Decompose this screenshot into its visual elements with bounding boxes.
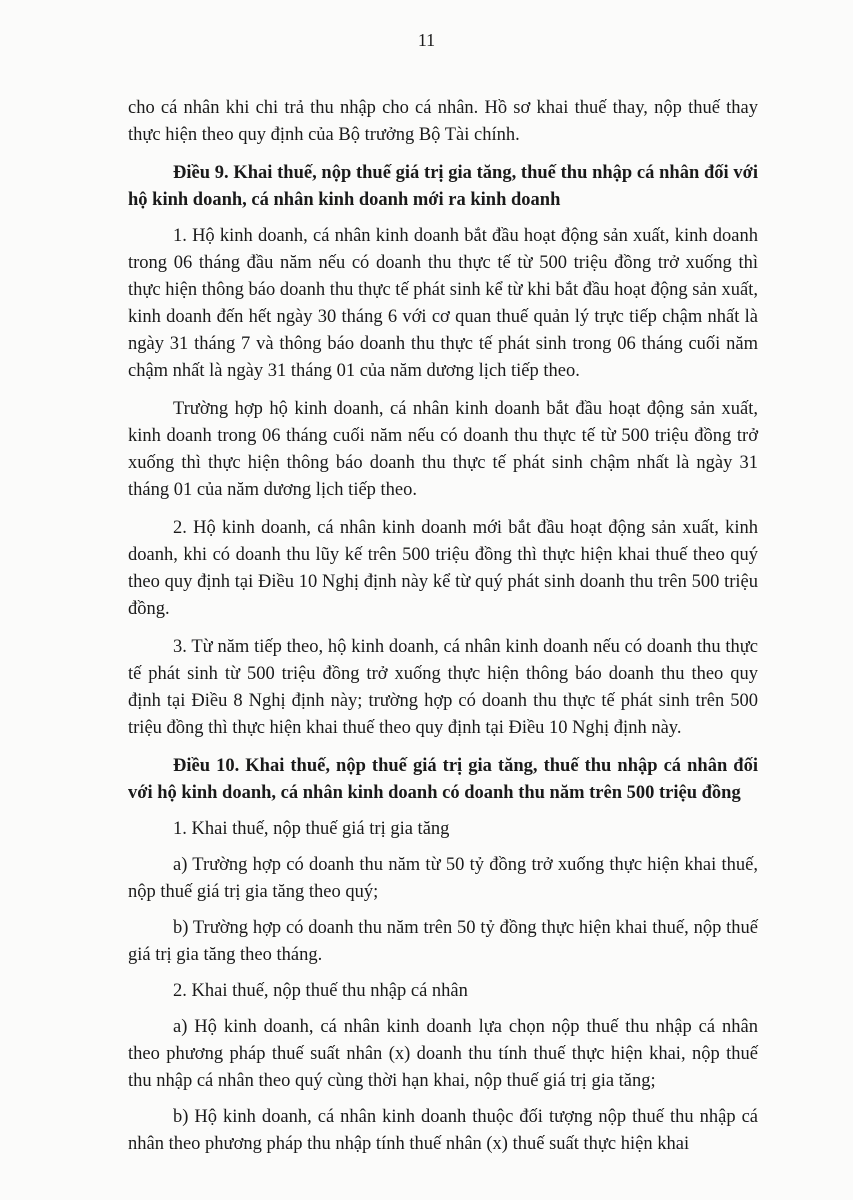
article-9-clause-1: 1. Hộ kinh doanh, cá nhân kinh doanh bắt đầu hoạt động sản xuất, kinh doanh trong 06 tháng đầu năm nếu có doanh thu thực tế từ 500 triệu đồng trở xuống thì thực hiện thông báo doanh thu thực tế phát sinh kể từ khi bắt đầu hoạt động sản xuất, kinh doanh đến hết ngày 30 tháng 6 với cơ quan thuế quản lý trực tiếp chậm nhất là ngày 31 tháng 7 và thông báo doanh thu thực tế phát sinh trong 06 tháng cuối năm chậm nhất là ngày 31 tháng 01 của năm dương lịch tiếp theo. (128, 226, 758, 381)
article-9-clause-1-case: Trường hợp hộ kinh doanh, cá nhân kinh doanh bắt đầu hoạt động sản xuất, kinh doanh trong 06 tháng cuối năm nếu có doanh thu thực tế từ 500 triệu đồng trở xuống thì thực hiện thông báo doanh thu thực tế phát sinh chậm nhất là ngày 31 tháng 01 của năm dương lịch tiếp theo. (128, 399, 758, 500)
page-number: 11 (417, 30, 436, 50)
article-10-heading: Điều 10. Khai thuế, nộp thuế giá trị gia tăng, thuế thu nhập cá nhân đối với hộ kinh doanh, cá nhân kinh doanh có doanh thu năm trên 500 triệu đồng (128, 756, 758, 803)
article-10-clause-1: 1. Khai thuế, nộp thuế giá trị gia tăng (173, 819, 450, 839)
article-9-heading: Điều 9. Khai thuế, nộp thuế giá trị gia tăng, thuế thu nhập cá nhân đối với hộ kinh doanh, cá nhân kinh doanh mới ra kinh doanh (128, 163, 758, 210)
article-10-clause-2a: a) Hộ kinh doanh, cá nhân kinh doanh lựa chọn nộp thuế thu nhập cá nhân theo phương pháp thuế suất nhân (x) doanh thu tính thuế thực hiện khai, nộp thuế thu nhập cá nhân theo quý cùng thời hạn khai, nộp thuế giá trị gia tăng; (128, 1017, 758, 1091)
article-10-clause-2: 2. Khai thuế, nộp thuế thu nhập cá nhân (173, 981, 468, 1001)
article-9-clause-3: 3. Từ năm tiếp theo, hộ kinh doanh, cá nhân kinh doanh nếu có doanh thu thực tế phát sinh từ 500 triệu đồng trở xuống thực hiện thông báo doanh thu theo quy định tại Điều 8 Nghị định này; trường hợp có doanh thu thực tế phát sinh trên 500 triệu đồng thì thực hiện khai thuế theo quy định tại Điều 10 Nghị định này. (128, 637, 758, 738)
article-10-clause-1a: a) Trường hợp có doanh thu năm từ 50 tỷ đồng trở xuống thực hiện khai thuế, nộp thuế giá trị gia tăng theo quý; (128, 855, 758, 902)
paragraph-continuation: cho cá nhân khi chi trả thu nhập cho cá nhân. Hồ sơ khai thuế thay, nộp thuế thay thực hiện theo quy định của Bộ trưởng Bộ Tài chính. (128, 98, 758, 145)
article-9-clause-2: 2. Hộ kinh doanh, cá nhân kinh doanh mới bắt đầu hoạt động sản xuất, kinh doanh, khi có doanh thu lũy kế trên 500 triệu đồng thì thực hiện khai thuế theo quý theo quy định tại Điều 10 Nghị định này kể từ quý phát sinh doanh thu trên 500 triệu đồng. (128, 518, 758, 619)
article-10-clause-2b: b) Hộ kinh doanh, cá nhân kinh doanh thuộc đối tượng nộp thuế thu nhập cá nhân theo phương pháp thu nhập tính thuế nhân (x) thuế suất thực hiện khai (128, 1107, 758, 1154)
document-body (128, 95, 758, 1166)
article-10-clause-1b: b) Trường hợp có doanh thu năm trên 50 tỷ đồng thực hiện khai thuế, nộp thuế giá trị gia tăng theo tháng. (128, 918, 758, 965)
